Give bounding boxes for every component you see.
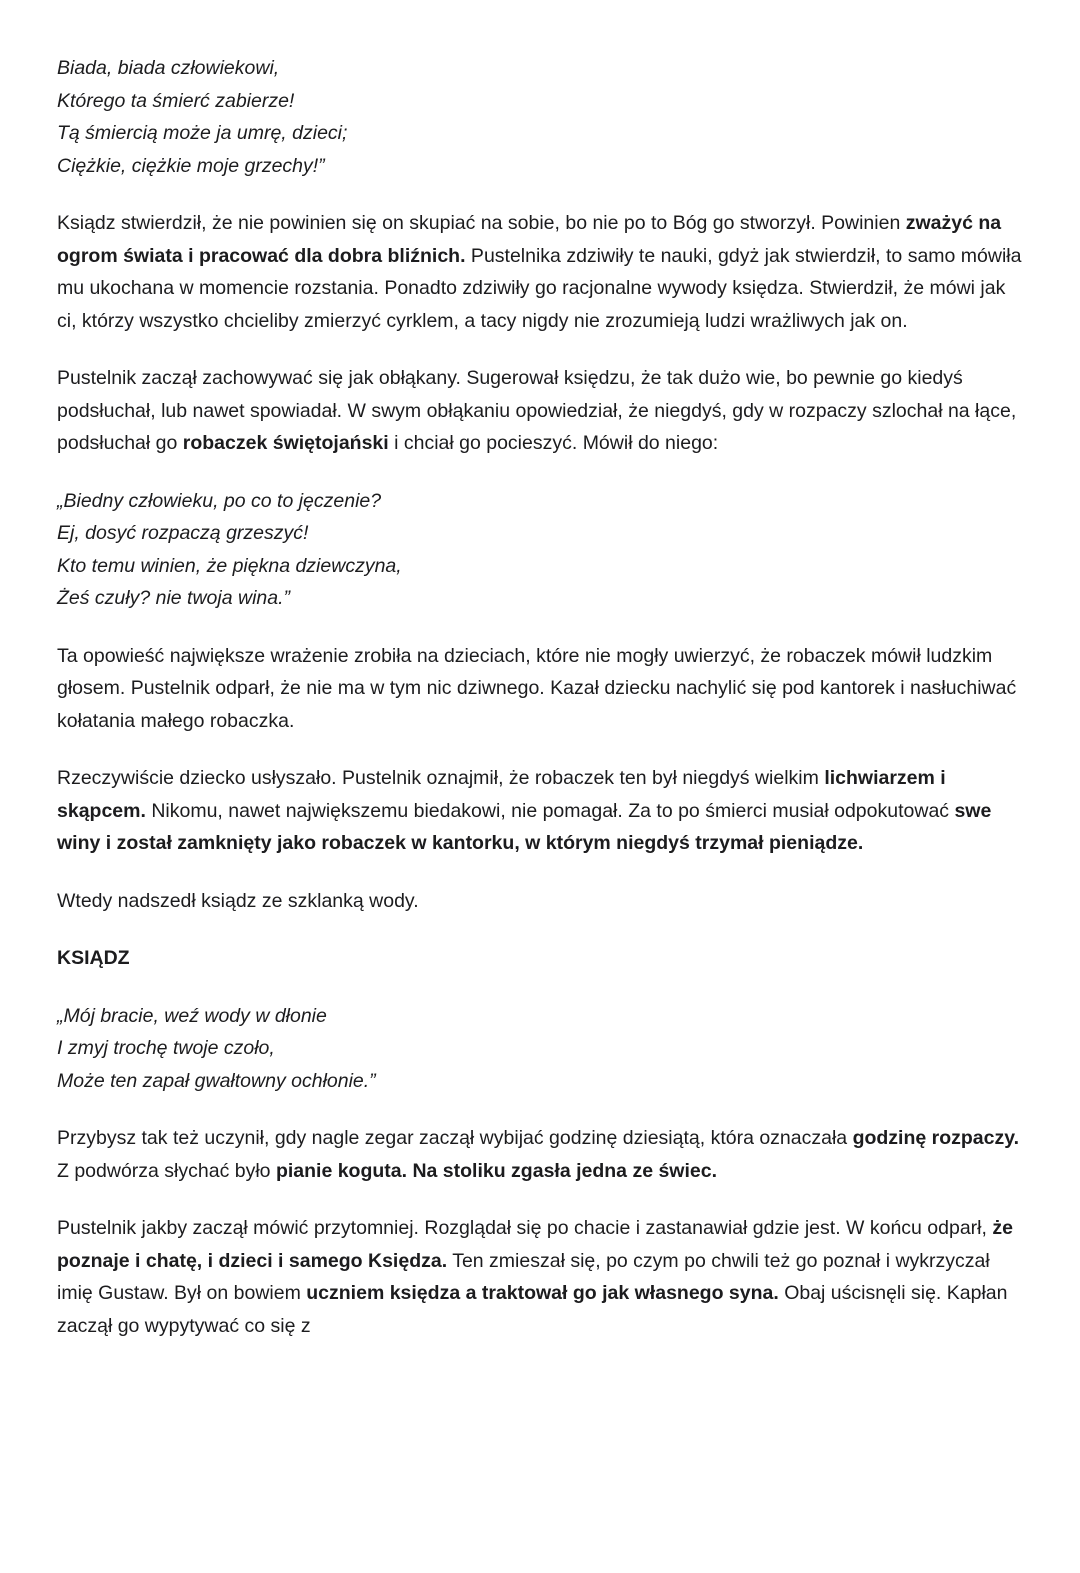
verse-line: Ciężkie, ciężkie moje grzechy!” xyxy=(57,154,325,177)
paragraph-ksiadz-nauki xyxy=(57,207,1022,337)
verse-line: Którego ta śmierć zabierze! xyxy=(57,89,295,112)
verse-line: „Mój bracie, weź wody w dłonie xyxy=(57,1004,327,1027)
paragraph-pustelnik-oblakany xyxy=(57,362,1022,460)
text-run: Pustelnik jakby zaczął mówić przytomniej. Rozglądał się po chacie i zastanawiał gdzie jest. W końcu odparł, xyxy=(57,1217,993,1239)
verse-line: Biada, biada człowiekowi, xyxy=(57,57,280,79)
text-run: Pustelnika zdziwiły te nauki, gdyż jak stwierdził, to samo mówiła mu ukochana w momencie rozstania. Ponadto zdziwiły go racjonalne wywody księdza. Stwierdził, że mówi jak ci, którzy wszystko chcieliby zmierzyć cyrklem, a tacy nigdy nie zrozumieją ludzi wrażliwych jak on. xyxy=(57,244,1022,332)
text-run-bold: zważyć na ogrom świata i pracować dla dobra bliźnich. xyxy=(57,212,1002,267)
section-heading-ksiadz: KSIĄDZ xyxy=(57,947,130,969)
verse-line: Ej, dosyć rozpaczą grzeszyć! xyxy=(57,522,309,544)
text-run-bold: robaczek świętojański xyxy=(182,432,389,454)
text-run: Obaj uścisnęli się. Kapłan zaczął go wypytywać co się z xyxy=(57,1282,1008,1337)
text-run: Wtedy nadszedł ksiądz ze szklanką wody. xyxy=(57,889,419,912)
paragraph-gustaw-rozpoznanie xyxy=(57,1212,1022,1342)
text-run-bold: uczniem księdza a traktował go jak własnego syna. xyxy=(306,1282,779,1304)
text-run: Ta opowieść największe wrażenie zrobiła na dzieciach, które nie mogły uwierzyć, że robaczek mówił ludzkim głosem. Pustelnik odparł, że nie ma w tym nic dziwnego. Kazał dziecku nachylić się pod kantorek i nasłuchiwać kołatania małego robaczka. xyxy=(57,644,1017,732)
text-run-bold: pianie koguta. Na stoliku zgasła jedna ze świec. xyxy=(275,1159,717,1182)
text-run: Przybysz tak też uczynił, gdy nagle zegar zaczął wybijać godzinę dziesiątą, która oznaczała xyxy=(57,1127,853,1149)
verse-quote-2 xyxy=(57,485,1022,615)
verse-line: Może ten zapał gwałtowny ochłonie.” xyxy=(57,1069,376,1092)
text-run: i chciał go pocieszyć. Mówił do niego: xyxy=(388,432,719,454)
text-run: Z podwórza słychać było xyxy=(57,1159,276,1182)
paragraph-zegar-dziesiata xyxy=(57,1122,1022,1187)
verse-quote-3 xyxy=(57,1000,1022,1098)
text-run: Ksiądz stwierdził, że nie powinien się on skupiać na sobie, bo nie po to Bóg go stworzył. Powinien xyxy=(57,212,906,234)
verse-line: „Biedny człowieku, po co to jęczenie? xyxy=(57,489,382,512)
text-run-bold: że poznaje i chatę, i dzieci i samego Księdza. xyxy=(57,1217,1013,1272)
verse-line: I zmyj trochę twoje czoło, xyxy=(57,1037,275,1059)
text-run-bold: godzinę rozpaczy. xyxy=(852,1127,1020,1149)
text-run: Nikomu, nawet największemu biedakowi, nie pomagał. Za to po śmierci musiał odpokutować xyxy=(145,799,955,822)
verse-line: Tą śmiercią może ja umrę, dzieci; xyxy=(57,122,348,144)
paragraph-opowiesc-dzieci xyxy=(57,640,1022,738)
text-run: Rzeczywiście dziecko usłyszało. Pustelnik oznajmił, że robaczek ten był niegdyś wielkim xyxy=(57,767,825,789)
text-run: Ten zmieszał się, po czym po chwili też go poznał i wykrzyczał imię Gustaw. Był on bowiem xyxy=(57,1249,990,1304)
text-run-bold: swe winy i został zamknięty jako robaczek w kantorku, w którym niegdyś trzymał pieniądze. xyxy=(57,799,992,854)
text-run-bold: lichwiarzem i skąpcem. xyxy=(57,767,946,822)
text-run: Pustelnik zaczął zachowywać się jak obłąkany. Sugerował księdzu, że tak dużo wie, bo pewnie go kiedyś podsłuchał, lub nawet spowiadał. W swym obłąkaniu opowiedział, że niegdyś, gdy w rozpaczy szlochał na łące, podsłuchał go xyxy=(57,367,1017,454)
verse-line: Żeś czuły? nie twoja wina.” xyxy=(57,587,291,609)
paragraph-szklanka-wody xyxy=(57,885,1022,918)
verse-quote-1 xyxy=(57,52,1022,182)
paragraph-lichwiarz xyxy=(57,762,1022,860)
verse-line: Kto temu winien, że piękna dziewczyna, xyxy=(57,554,402,577)
